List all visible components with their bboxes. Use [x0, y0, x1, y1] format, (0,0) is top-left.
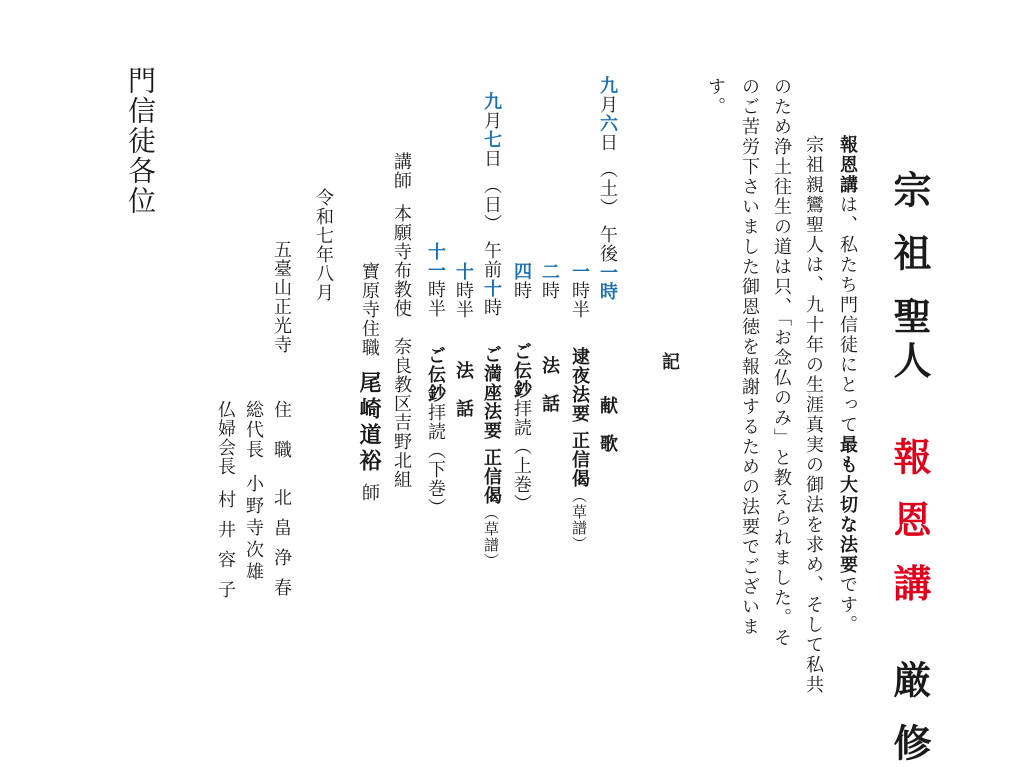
- intro-line-4: のご苦労下さいました御恩徳を報謝するための法要でございま: [739, 77, 760, 637]
- day1-item-2: 一時半逮夜法要正信偈（草譜）: [569, 262, 590, 552]
- ki-marker: 記: [659, 352, 680, 370]
- intro-line-5: す。: [705, 77, 726, 117]
- intro-line-1: 報恩講は、私たち門信徒にとって最も大切な法要です。: [837, 135, 858, 635]
- day2-heading: 九月七日（日）午前十時ご満座法要正信偈（草譜）: [481, 92, 502, 569]
- signatory-1: 住 職北畠浄春: [271, 400, 292, 608]
- title-highlight: 報 恩 講: [887, 436, 932, 608]
- speaker-name: 尾崎道裕: [356, 371, 382, 475]
- signatory-2: 総代長小野寺次雄: [243, 400, 264, 584]
- page-title: [887, 170, 932, 767]
- signatory-3: 仏婦会長村井容子: [215, 400, 236, 610]
- day1-item-1: 献 歌: [597, 396, 618, 453]
- addressee: 門信徒各位: [124, 66, 157, 216]
- speaker-name-line: 寶原寺住職尾崎道裕師: [356, 262, 382, 502]
- day1-heading: 九月六日（土）午後一時: [597, 76, 618, 301]
- intro-emphasis: 最も大切な法要: [837, 435, 858, 575]
- day1-item-3: 二時法 話: [539, 262, 560, 413]
- temple-name: 五臺山正光寺: [271, 240, 292, 354]
- intro-line-2: 宗祖親鸞聖人は、九十年の生涯真実の御法を求め、そして私共: [803, 135, 824, 695]
- issue-date: 令和七年八月: [313, 188, 334, 302]
- intro-lead: 報恩講: [837, 135, 858, 195]
- title-prefix: 宗 祖 聖人: [887, 170, 932, 385]
- intro-line-3: のため浄土往生の道は只、「お念仏のみ」と教えられました。そ: [771, 77, 792, 648]
- day1-item-4: 四時ご伝鈔拝読（上巻）: [511, 262, 532, 513]
- speaker-line: 講師本願寺布教使 奈良教区吉野北組: [391, 152, 412, 489]
- title-suffix: 厳 修: [887, 659, 932, 767]
- day2-item-3: 十一時半ご伝鈔拝読（下巻）: [425, 242, 446, 517]
- day2-item-2: 十時半法 話: [453, 262, 474, 418]
